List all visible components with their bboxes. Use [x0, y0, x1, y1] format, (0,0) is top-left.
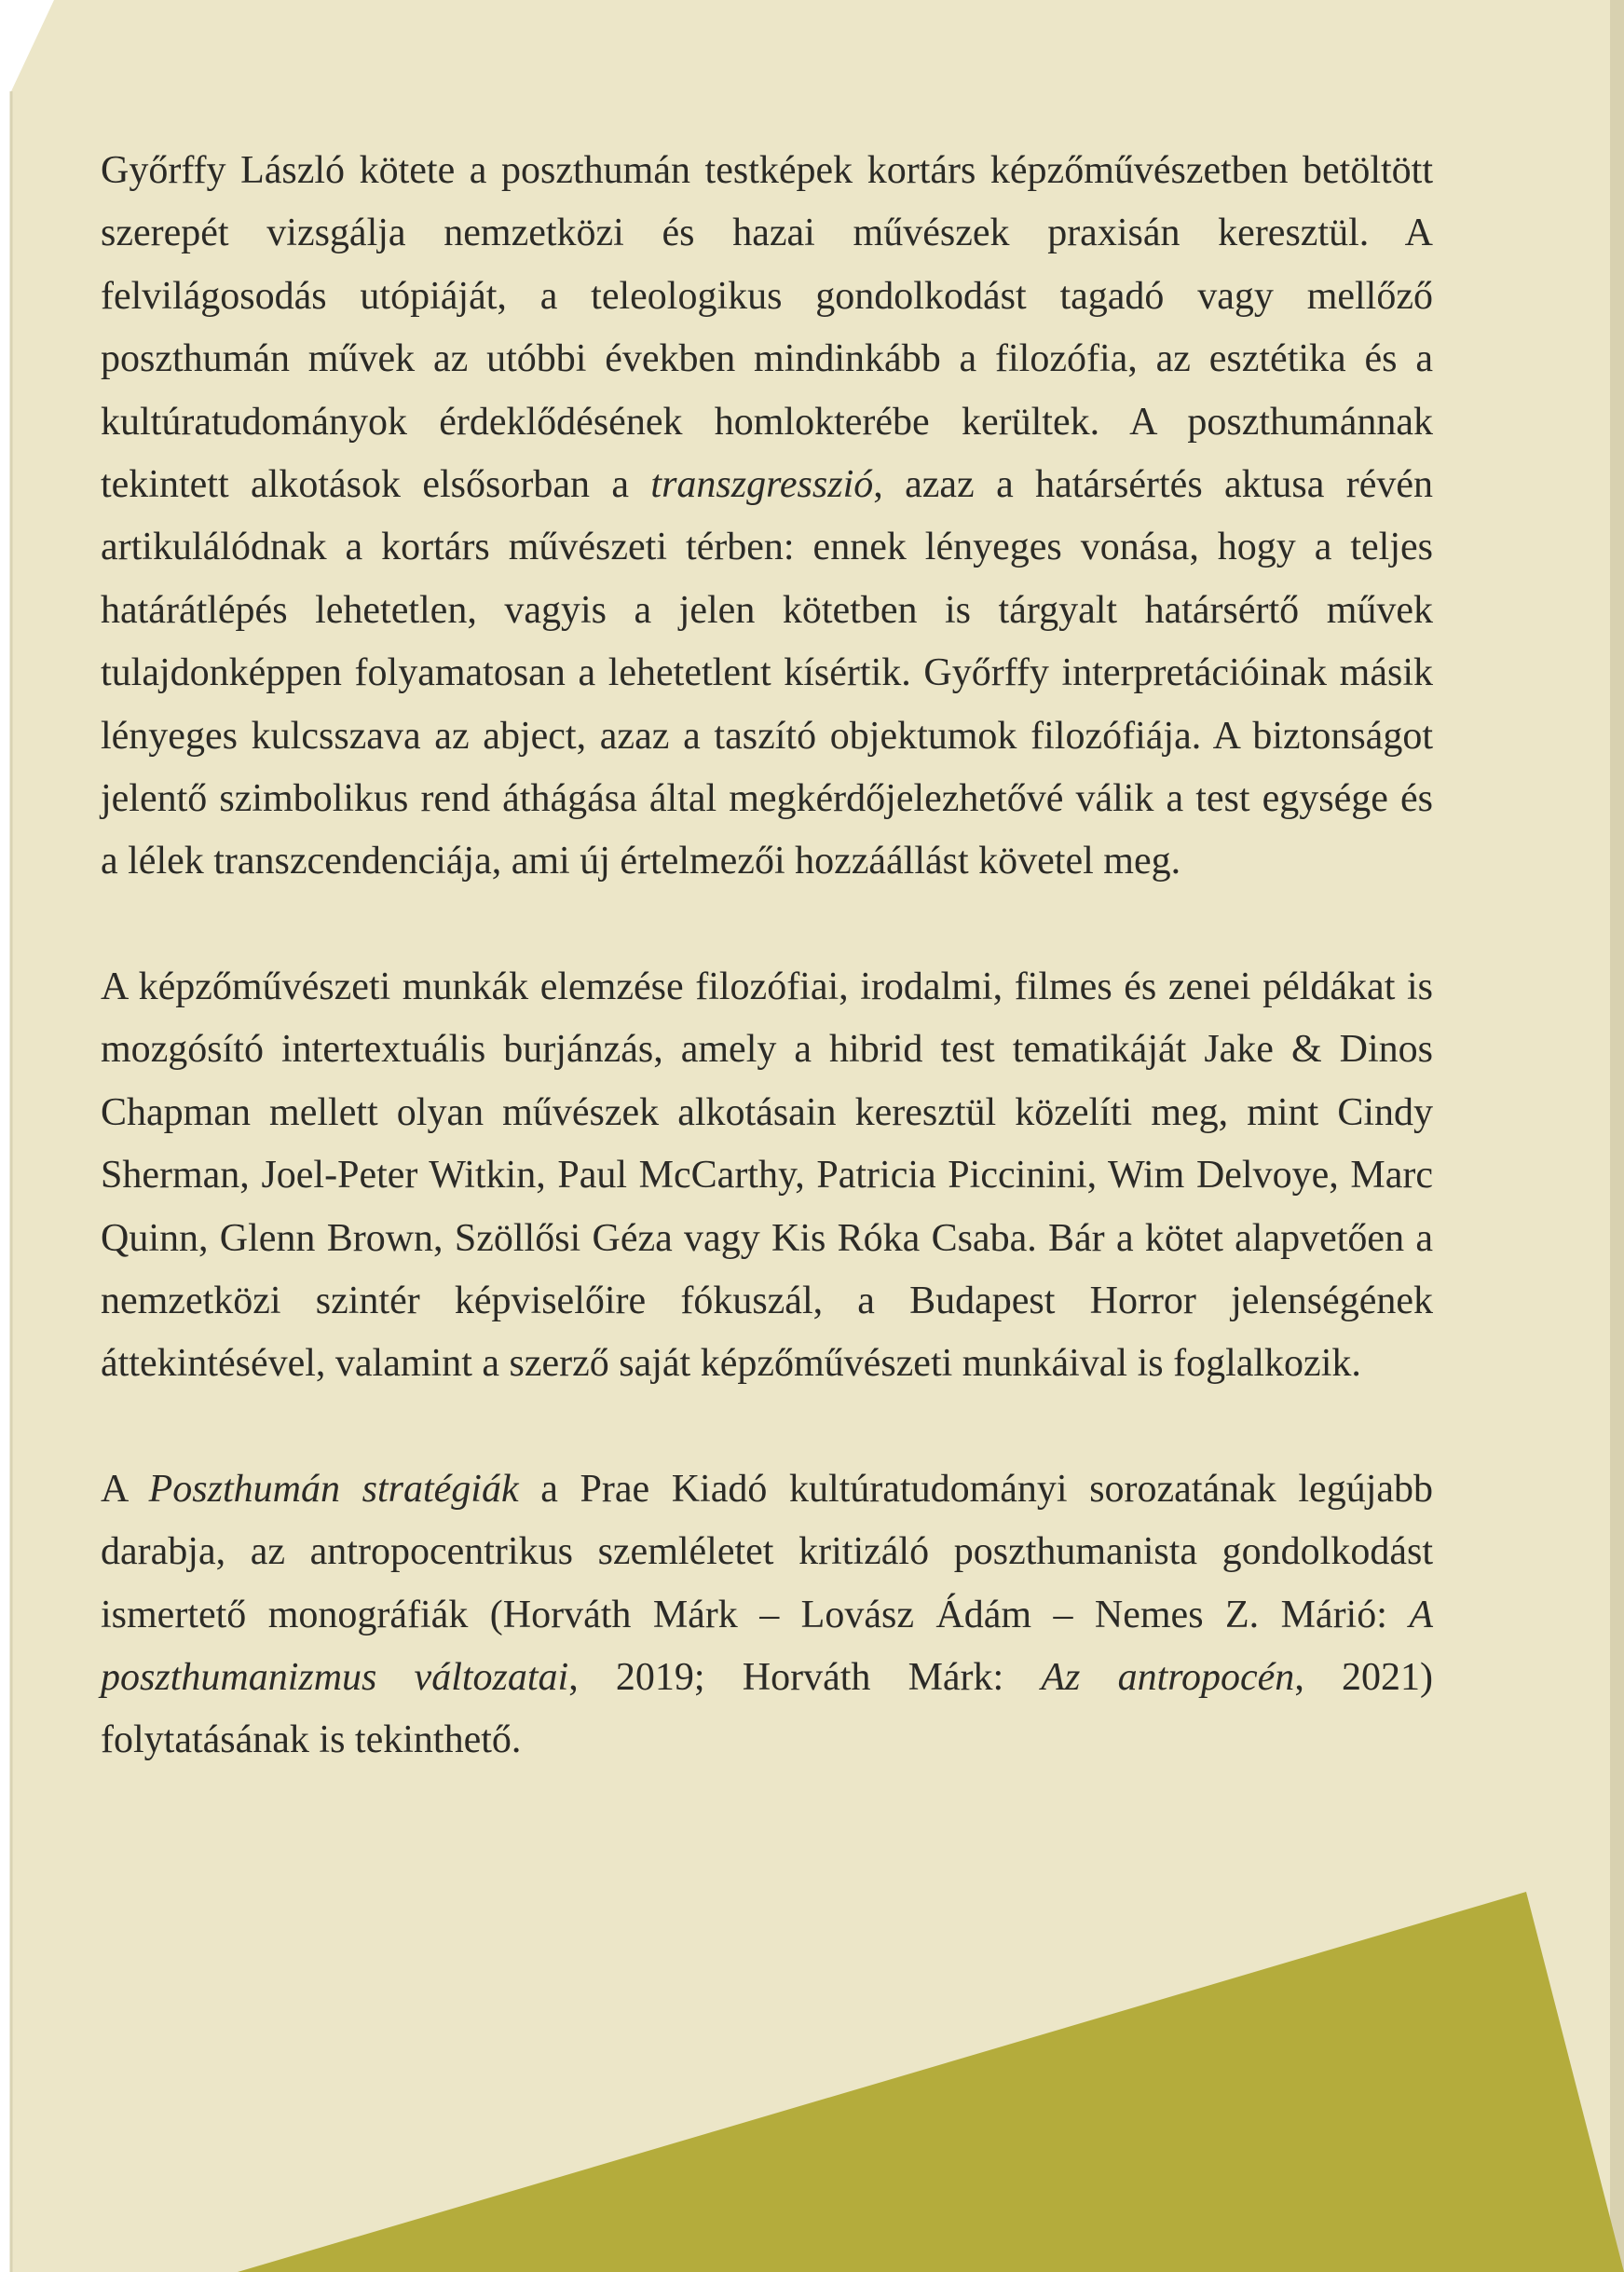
- right-edge-shadow: [1610, 0, 1624, 2272]
- italic-title-text: Poszthumán stratégiák: [148, 1467, 519, 1511]
- body-text: a Prae Kiadó kultúratudományi sorozatának legújabb darabja, az antropocentrikus szemléletet kritizáló poszthumanista gondolkodást ismertető monográfiák (Horváth Márk – Lovász Ádám – Nemes Z. Márió:: [101, 1467, 1434, 1636]
- body-text: A: [101, 1467, 149, 1511]
- body-text: , 2019; Horváth Márk:: [568, 1655, 1042, 1699]
- body-text: , 2021) folytatásának is tekinthető.: [101, 1655, 1433, 1762]
- paragraph-3: [101, 1458, 1433, 1772]
- body-text: , azaz a határsértés aktusa révén artikulálódnak a kortárs művészeti térben: ennek lényeges vonása, hogy a teljes határátlépés lehetetlen, vagyis a jelen kötetben is tárgyalt határsértő művek tulajdonképpen folyamatosan a lehetetlent kísértik. Győrffy interpretációinak másik lényeges kulcsszava az abject, azaz a taszító objektumok filozófiája. A biztonságot jelentő szimbolikus rend áthágása által megkérdőjelezhetővé válik a test egysége és a lélek transzcendenciája, ami új értelmezői hozzáállást követel meg.: [101, 463, 1434, 883]
- italic-title-text: A poszthumanizmus változatai: [101, 1593, 1433, 1699]
- italic-title-text: transzgresszió: [650, 463, 874, 507]
- body-text: Győrffy László kötete a poszthumán testképek kortárs képzőművészetben betöltött szerepét vizsgálja nemzetközi és hazai művészek praxisán keresztül. A felvilágosodás utópiáját, a teleologikus gondolkodást tagadó vagy mellőző poszthumán művek az utóbbi években mindinkább a filozófia, az esztétika és a kultúratudományok érdeklődésének homlokterébe kerültek. A poszthumánnak tekintett alkotások elsősorban a: [101, 149, 1433, 507]
- body-text: A képzőművészeti munkák elemzése filozófiai, irodalmi, filmes és zenei példákat is mozgósító intertextuális burjánzás, amely a hibrid test tematikáját Jake & Dinos Chapman mellett olyan művészek alkotásain keresztül közelíti meg, mint Cindy Sherman, Joel-Peter Witkin, Paul McCarthy, Patricia Piccinini, Wim Delvoye, Marc Quinn, Glenn Brown, Szöllősi Géza vagy Kis Róka Csaba. Bár a kötet alapvetően a nemzetközi szintér képviselőire fókuszál, a Budapest Horror jelenségének áttekintésével, valamint a szerző saját képzőművészeti munkáival is foglalkozik.: [101, 965, 1433, 1386]
- italic-title-text: Az antropocén: [1041, 1655, 1295, 1699]
- paragraph-1: [101, 140, 1433, 894]
- paragraph-2: [101, 956, 1433, 1396]
- blurb-text: [101, 140, 1433, 1772]
